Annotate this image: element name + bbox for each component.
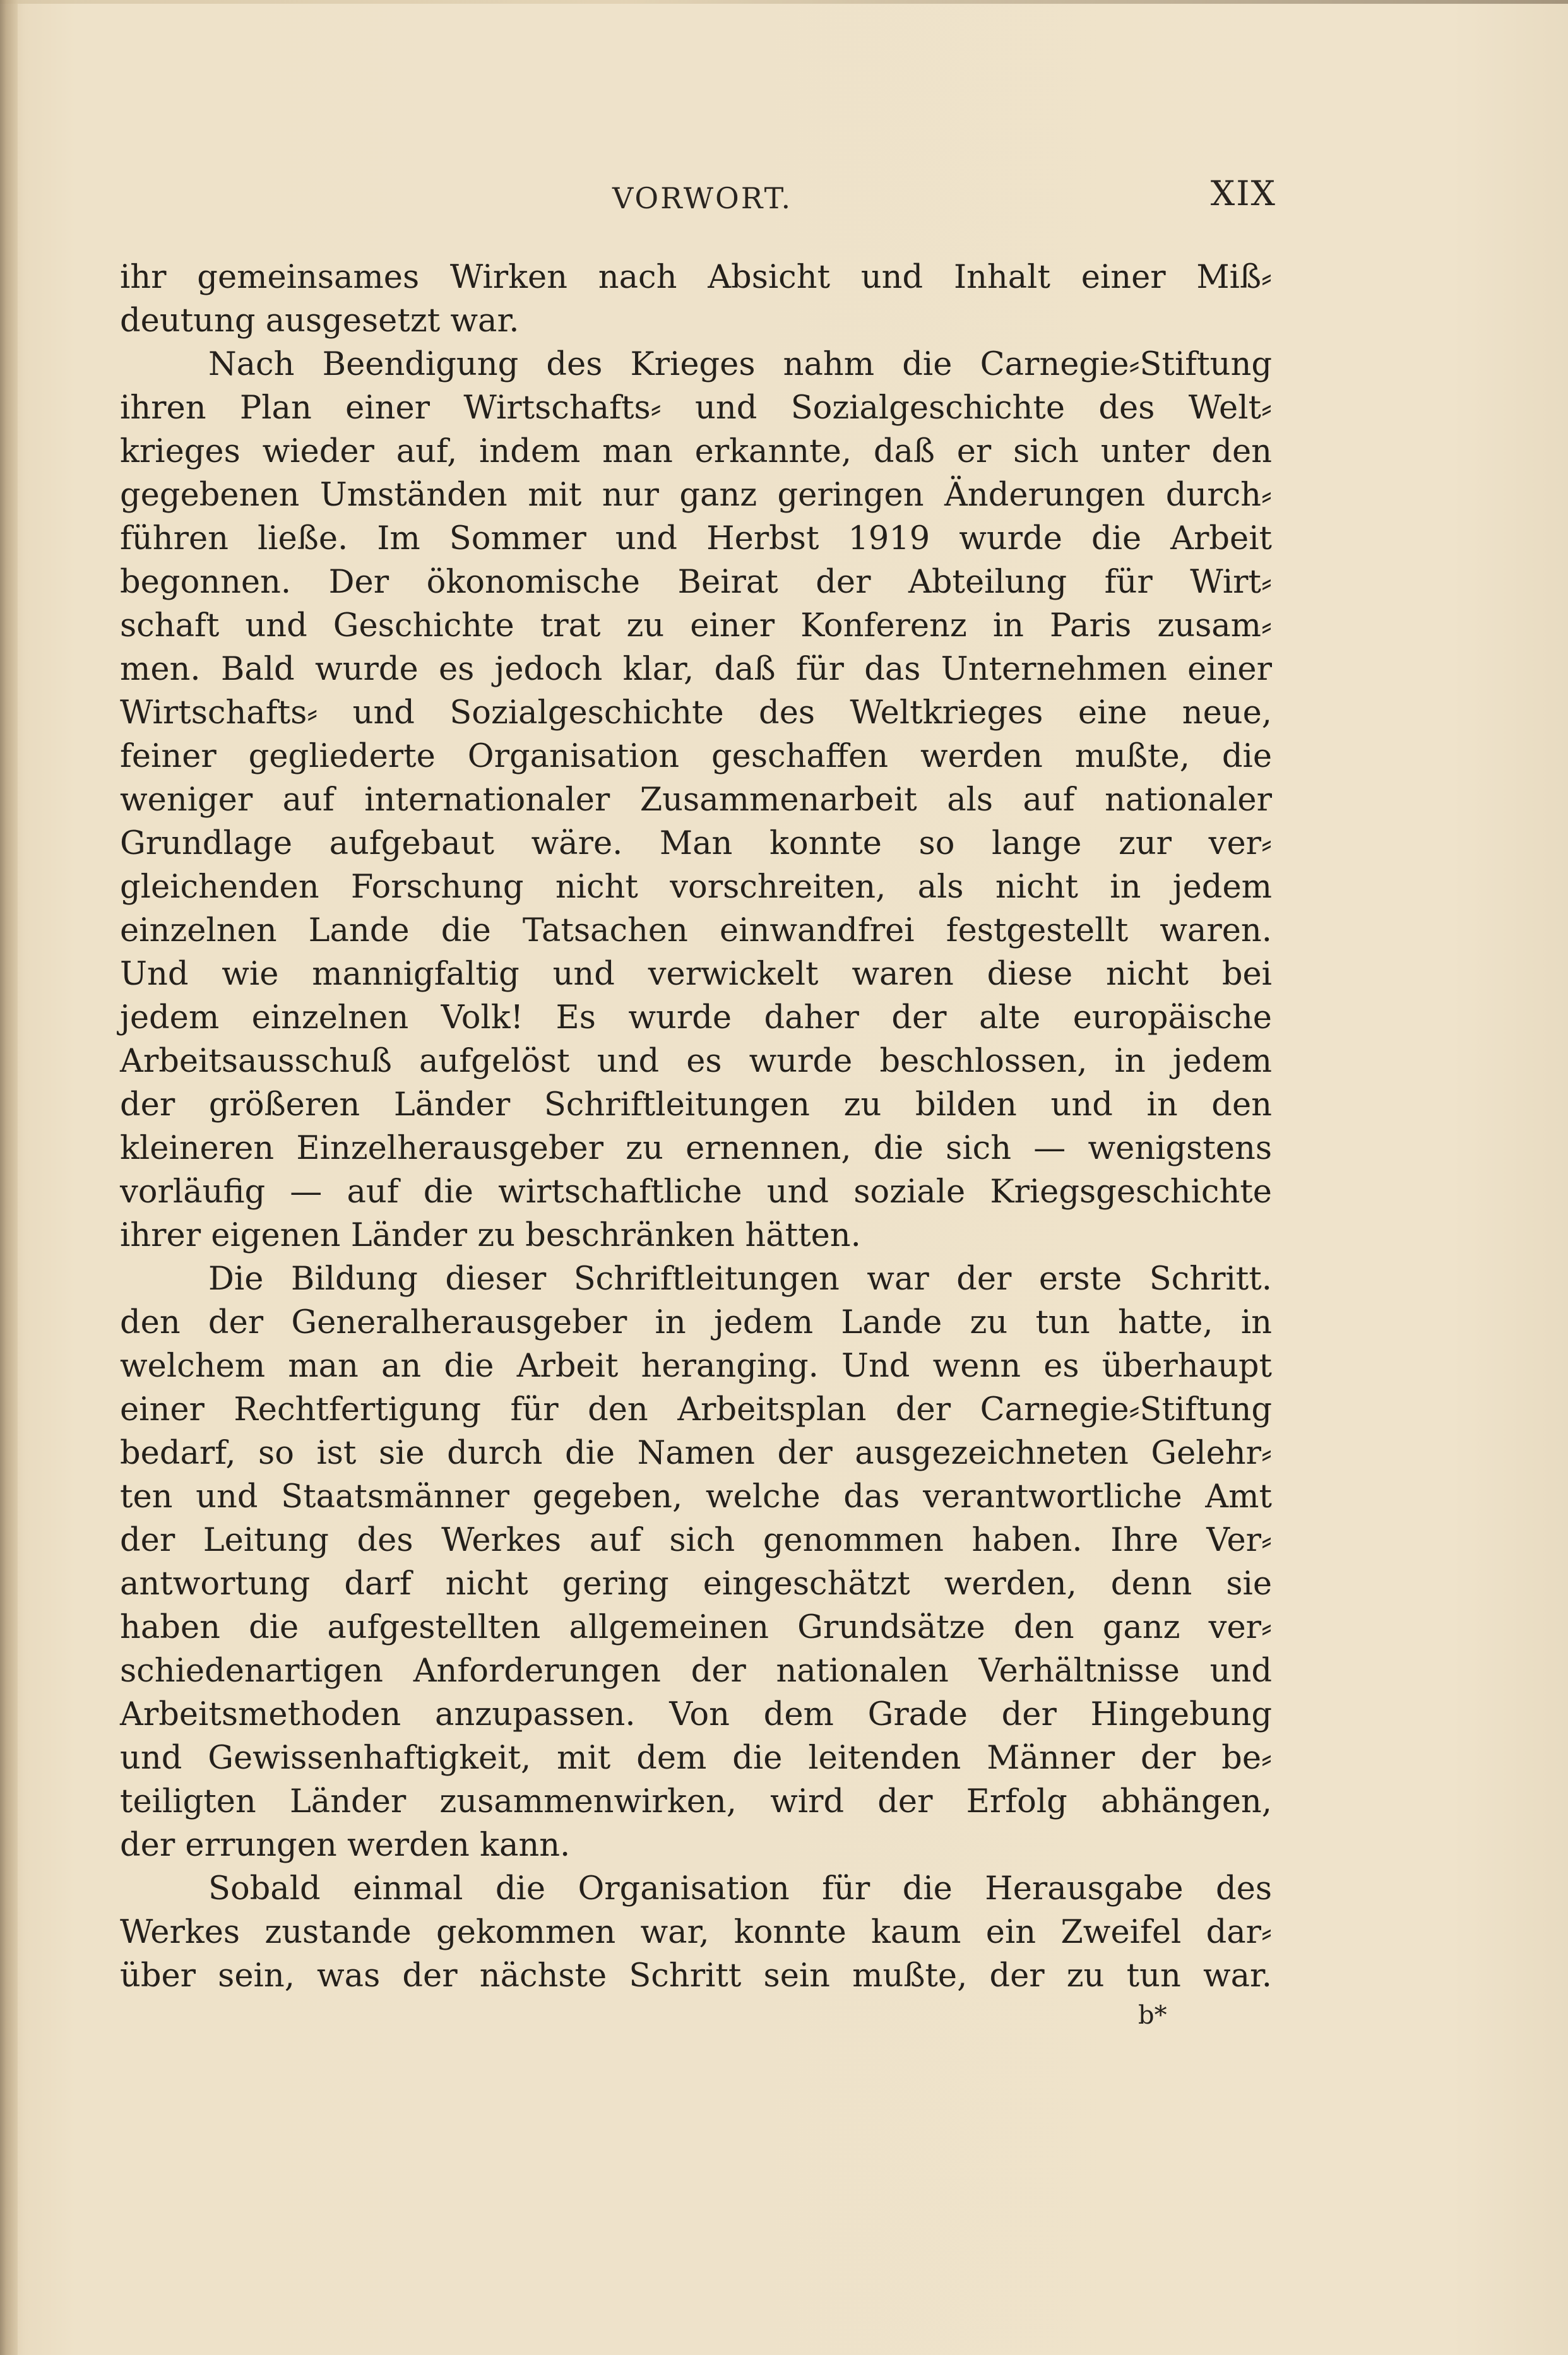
text-line: Werkes zustande gekommen war, konnte kaum ein Zweifel dar⸗ bbox=[120, 1914, 1272, 1951]
page-binding-edge bbox=[0, 0, 18, 2355]
text-line: Und wie mannigfaltig und verwickelt waren diese nicht bei bbox=[120, 956, 1272, 993]
text-line: welchem man an die Arbeit heranging. Und wenn es überhaupt bbox=[120, 1348, 1272, 1385]
text-line: der Leitung des Werkes auf sich genommen haben. Ihre Ver⸗ bbox=[120, 1522, 1272, 1559]
text-line: krieges wieder auf, indem man erkannte, daß er sich unter den bbox=[120, 433, 1272, 470]
text-line: schiedenartigen Anforderungen der nationalen Verhältnisse und bbox=[120, 1652, 1272, 1690]
text-line: feiner gegliederte Organisation geschaffen werden mußte, die bbox=[120, 738, 1272, 775]
text-line: gegebenen Umständen mit nur ganz geringen Änderungen durch⸗ bbox=[120, 477, 1272, 514]
text-line: jedem einzelnen Volk! Es wurde daher der alte europäische bbox=[120, 999, 1272, 1036]
running-head bbox=[120, 167, 1281, 218]
text-line: Nach Beendigung des Krieges nahm die Carnegie⸗Stiftung bbox=[208, 346, 1272, 383]
text-line: einer Rechtfertigung für den Arbeitsplan der Carnegie⸗Stiftung bbox=[120, 1391, 1272, 1428]
text-line: ten und Staatsmänner gegeben, welche das verantwortliche Amt bbox=[120, 1478, 1272, 1516]
text-line: deutung ausgesetzt war. bbox=[120, 302, 520, 340]
running-title: VORWORT. bbox=[612, 181, 793, 215]
text-line: men. Bald wurde es jedoch klar, daß für das Unternehmen einer bbox=[120, 651, 1272, 688]
text-line: einzelnen Lande die Tatsachen einwandfrei festgestellt waren. bbox=[120, 912, 1272, 949]
text-line: weniger auf internationaler Zusammenarbeit als auf nationaler bbox=[120, 781, 1272, 819]
text-line: Grundlage aufgebaut wäre. Man konnte so lange zur ver⸗ bbox=[120, 825, 1272, 862]
text-line: ihr gemeinsames Wirken nach Absicht und Inhalt einer Miß⸗ bbox=[120, 259, 1272, 296]
text-line: den der Generalherausgeber in jedem Lande zu tun hatte, in bbox=[120, 1304, 1272, 1341]
text-line: bedarf, so ist sie durch die Namen der ausgezeichneten Gelehr⸗ bbox=[120, 1435, 1272, 1472]
text-line: teiligten Länder zusammenwirken, wird der Erfolg abhängen, bbox=[120, 1783, 1272, 1820]
text-line: kleineren Einzelherausgeber zu ernennen, die sich — wenigstens bbox=[120, 1130, 1272, 1167]
text-line: begonnen. Der ökonomische Beirat der Abteilung für Wirt⸗ bbox=[120, 564, 1272, 601]
text-line: Arbeitsmethoden anzupassen. Von dem Grade der Hingebung bbox=[120, 1696, 1272, 1733]
text-line: ihrer eigenen Länder zu beschränken hätten. bbox=[120, 1217, 861, 1254]
text-line: Wirtschafts⸗ und Sozialgeschichte des Weltkrieges eine neue, bbox=[120, 694, 1272, 732]
text-line: ihren Plan einer Wirtschafts⸗ und Sozialgeschichte des Welt⸗ bbox=[120, 389, 1272, 427]
page-top-edge bbox=[0, 0, 1568, 4]
body-text bbox=[120, 256, 1272, 1998]
text-line: der größeren Länder Schriftleitungen zu bilden und in den bbox=[120, 1086, 1272, 1124]
text-line: über sein, was der nächste Schritt sein mußte, der zu tun war. bbox=[120, 1957, 1272, 1995]
text-line: Die Bildung dieser Schriftleitungen war der erste Schritt. bbox=[208, 1261, 1272, 1298]
text-line: Sobald einmal die Organisation für die Herausgabe des bbox=[208, 1870, 1272, 1907]
text-line: haben die aufgestellten allgemeinen Grundsätze den ganz ver⸗ bbox=[120, 1609, 1272, 1646]
text-line: antwortung darf nicht gering eingeschätzt werden, denn sie bbox=[120, 1565, 1272, 1603]
text-line: Arbeitsausschuß aufgelöst und es wurde beschlossen, in jedem bbox=[120, 1043, 1272, 1080]
text-line: der errungen werden kann. bbox=[120, 1827, 571, 1864]
page-number: XIX bbox=[1210, 174, 1276, 213]
text-line: vorläufig — auf die wirtschaftliche und soziale Kriegsgeschichte bbox=[120, 1173, 1272, 1211]
text-line: und Gewissenhaftigkeit, mit dem die leitenden Männer der be⸗ bbox=[120, 1740, 1272, 1777]
signature-mark: b* bbox=[1138, 2001, 1167, 2030]
text-line: führen ließe. Im Sommer und Herbst 1919 wurde die Arbeit bbox=[120, 520, 1272, 557]
text-line: gleichenden Forschung nicht vorschreiten, als nicht in jedem bbox=[120, 869, 1272, 906]
text-line: schaft und Geschichte trat zu einer Konferenz in Paris zusam⸗ bbox=[120, 607, 1272, 644]
